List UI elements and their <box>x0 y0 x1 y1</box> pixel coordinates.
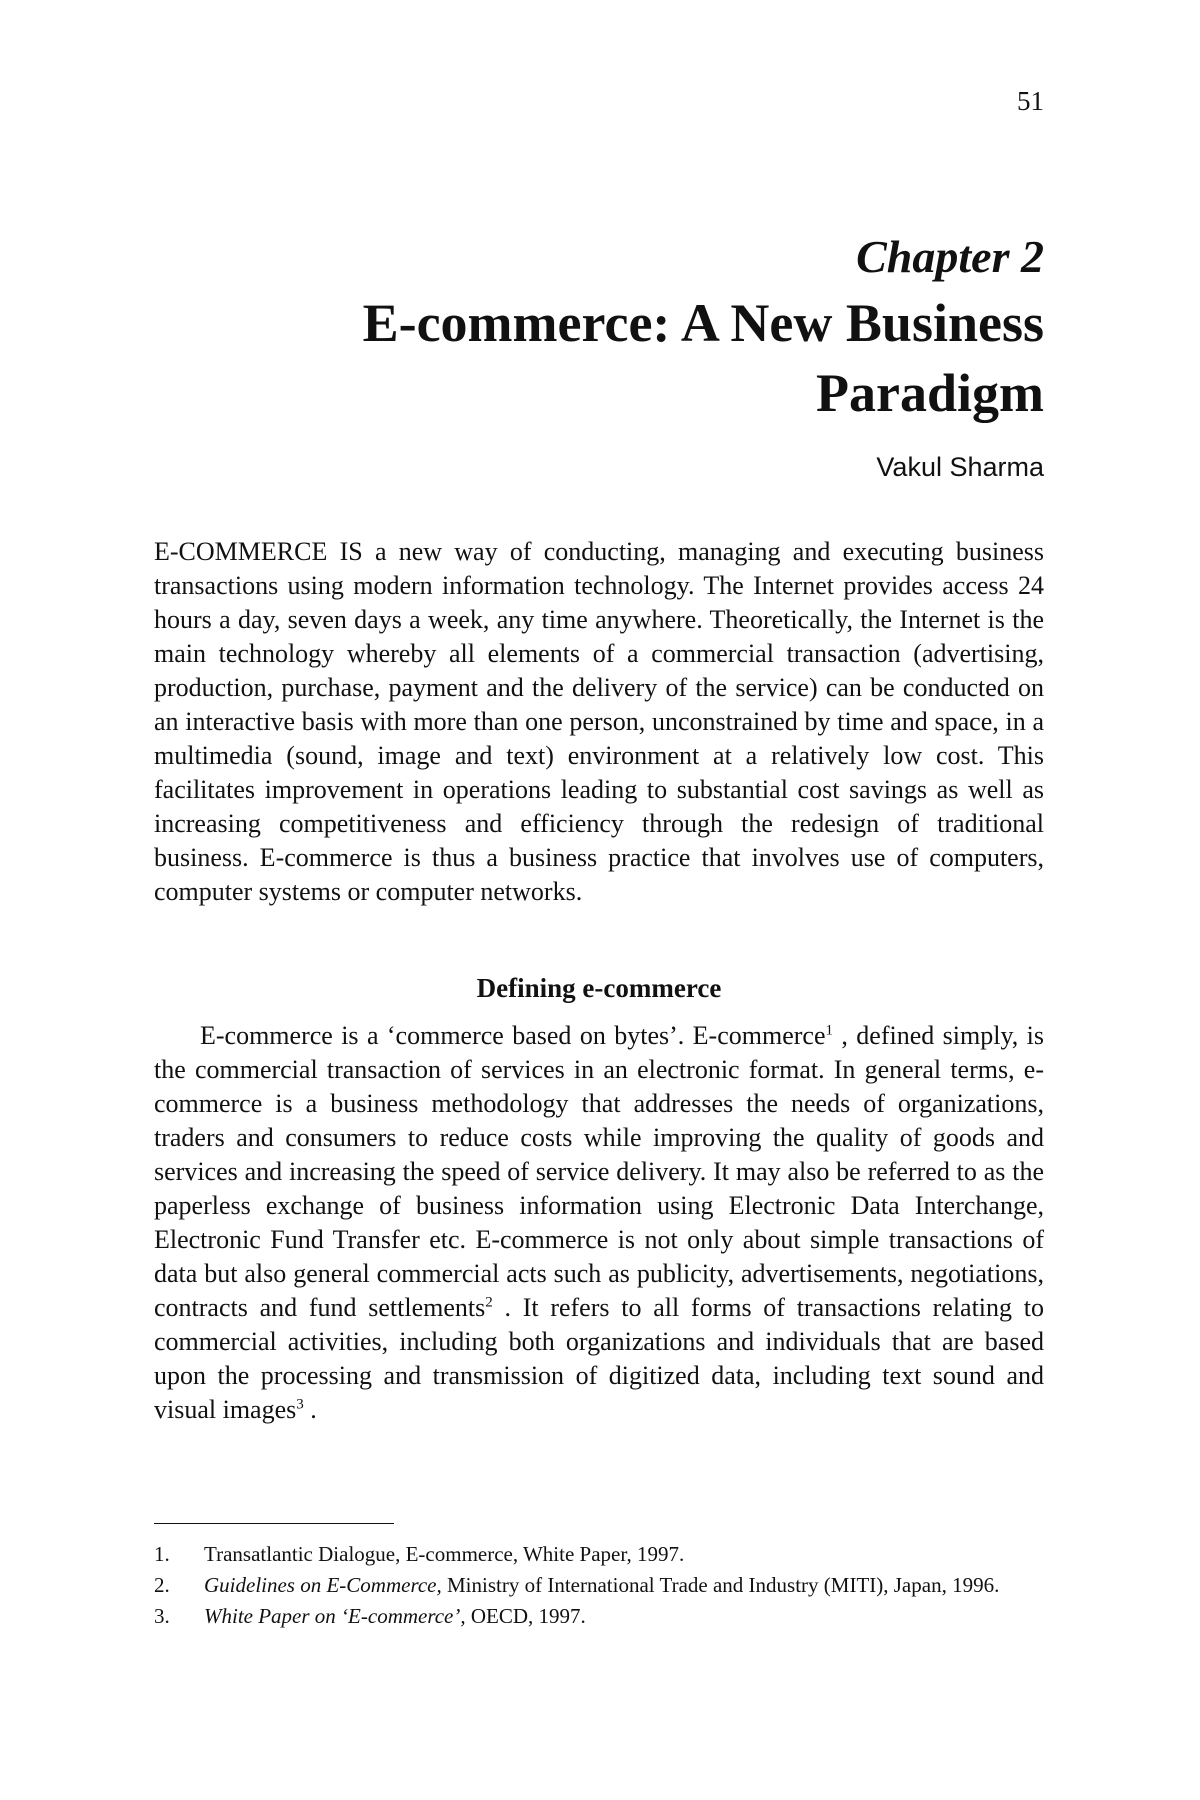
footnote-source-title: Guidelines on E-Commerce, <box>204 1573 442 1597</box>
footnote-ref-3[interactable]: 3 <box>296 1396 304 1413</box>
footnote-text <box>204 1602 1044 1631</box>
footnote-source-title: White Paper on ‘E-commerce’, <box>204 1604 466 1628</box>
paragraph-text-part-3: . It refers to all forms of transactions relating to commercial activities, including both organizations and individuals that are based upon the processing and transmission of digitized data, including text sound and visual images <box>154 1293 1044 1424</box>
footnote-item <box>154 1540 1044 1569</box>
paragraph-text-part-4: . <box>303 1395 317 1424</box>
section-heading: Defining e-commerce <box>476 973 722 1003</box>
footnote-number: 2. <box>154 1573 170 1597</box>
footnote-ref-2[interactable]: 2 <box>485 1294 493 1311</box>
paragraph-text-part-2: , defined simply, is the commercial transaction of services in an electronic format. In general terms, e-commerce is a business methodology that addresses the needs of organizations, traders and consumers to reduce costs while improving the quality of goods and services and increasing the speed of service delivery. It may also be referred to as the paperless exchange of business information using Electronic Data Interchange, Electronic Fund Transfer etc. E-commerce is not only about simple transactions of data but also general commercial acts such as publicity, advertisements, negotiations, contracts and fund settlements <box>154 1021 1045 1322</box>
author-name: Vakul Sharma <box>876 452 1044 482</box>
footnote-text <box>204 1540 1044 1569</box>
chapter-title: E-commerce: A New Business Paradigm <box>362 293 1044 423</box>
footnote-number: 3. <box>154 1604 170 1628</box>
paragraph-text-part-1: E-commerce is a ‘commerce based on bytes’. E-commerce <box>200 1021 826 1050</box>
page-number: 51 <box>1017 86 1044 116</box>
footnote-item <box>154 1571 1044 1600</box>
footnote-citation: Ministry of International Trade and Industry (MITI), Japan, 1996. <box>441 1573 1000 1597</box>
footnote-text <box>204 1571 1044 1600</box>
footnote-ref-1[interactable]: 1 <box>825 1022 833 1039</box>
footnotes-list <box>154 1540 1044 1633</box>
defining-paragraph <box>154 1019 1044 1427</box>
footnote-item <box>154 1602 1044 1631</box>
footnote-citation: Transatlantic Dialogue, E-commerce, White Paper, 1997. <box>204 1542 685 1566</box>
footnote-citation: OECD, 1997. <box>465 1604 586 1628</box>
footnote-number: 1. <box>154 1542 170 1566</box>
intro-paragraph: E-COMMERCE IS a new way of conducting, managing and executing business transactions using modern information technology. The Internet provides access 24 hours a day, seven days a week, any time anywhere. Theoretically, the Internet is the main technology whereby all elements of a commercial transaction (advertising, production, purchase, payment and the delivery of the service) can be conducted on an interactive basis with more than one person, unconstrained by time and space, in a multimedia (sound, image and text) environment at a relatively low cost. This facilitates improvement in operations leading to substantial cost savings as well as increasing competitiveness and efficiency through the redesign of traditional business. E-commerce is thus a business practice that involves use of computers, computer systems or computer networks. <box>154 537 1044 906</box>
footnote-divider <box>154 1523 394 1524</box>
chapter-label: Chapter 2 <box>856 231 1044 282</box>
book-page <box>154 0 1044 1800</box>
